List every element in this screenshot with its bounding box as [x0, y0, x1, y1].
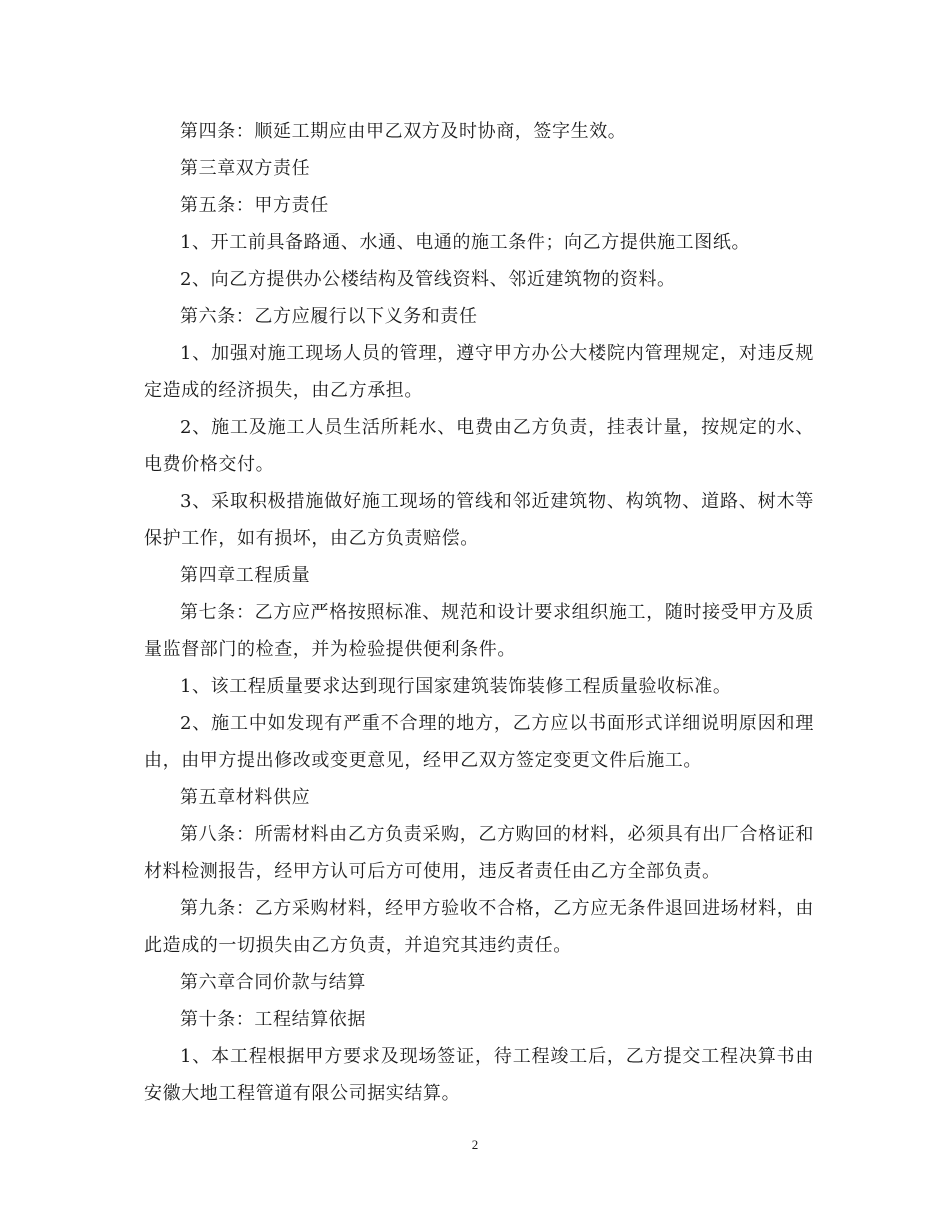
article-heading: 第五条：甲方责任: [180, 195, 329, 216]
list-item: 1、加强对施工现场人员的管理，遵守甲方办公大楼院内管理规定，对违反规定造成的经济损失，由乙方承担。: [144, 343, 814, 401]
list-item: 2、向乙方提供办公楼结构及管线资料、邻近建筑物的资料。: [180, 269, 676, 290]
list-item: 3、采取积极措施做好施工现场的管线和邻近建筑物、构筑物、道路、树木等保护工作，如有损坏，由乙方负责赔偿。: [144, 491, 814, 549]
chapter-heading: 第四章工程质量: [180, 565, 311, 586]
chapter-heading: 第三章双方责任: [180, 158, 311, 179]
page-number: 2: [471, 1137, 479, 1152]
paragraph: 第九条：乙方采购材料，经甲方验收不合格，乙方应无条件退回进场材料，由此造成的一切损失由乙方负责，并追究其违约责任。: [144, 898, 814, 956]
list-item: 2、施工中如发现有严重不合理的地方，乙方应以书面形式详细说明原因和理由，由甲方提出修改或变更意见，经甲乙双方签定变更文件后施工。: [144, 713, 814, 771]
article-heading: 第十条：工程结算依据: [180, 1009, 366, 1030]
chapter-heading: 第六章合同价款与结算: [180, 972, 366, 993]
list-item: 1、该工程质量要求达到现行国家建筑装饰装修工程质量验收标准。: [180, 676, 732, 697]
paragraph: 第七条：乙方应严格按照标准、规范和设计要求组织施工，随时接受甲方及质量监督部门的检查，并为检验提供便利条件。: [144, 602, 814, 660]
paragraph: 第四条：顺延工期应由甲乙双方及时协商，签字生效。: [180, 121, 627, 142]
list-item: 1、开工前具备路通、水通、电通的施工条件；向乙方提供施工图纸。: [180, 232, 751, 253]
document-body: [144, 113, 814, 1112]
list-item: 2、施工及施工人员生活所耗水、电费由乙方负责，挂表计量，按规定的水、电费价格交付。: [144, 417, 814, 475]
chapter-heading: 第五章材料供应: [180, 787, 311, 808]
list-item: 1、本工程根据甲方要求及现场签证，待工程竣工后，乙方提交工程决算书由安徽大地工程管道有限公司据实结算。: [144, 1046, 814, 1104]
paragraph: 第八条：所需材料由乙方负责采购，乙方购回的材料，必须具有出厂合格证和材料检测报告，经甲方认可后方可使用，违反者责任由乙方全部负责。: [144, 824, 814, 882]
article-heading: 第六条：乙方应履行以下义务和责任: [180, 306, 478, 327]
